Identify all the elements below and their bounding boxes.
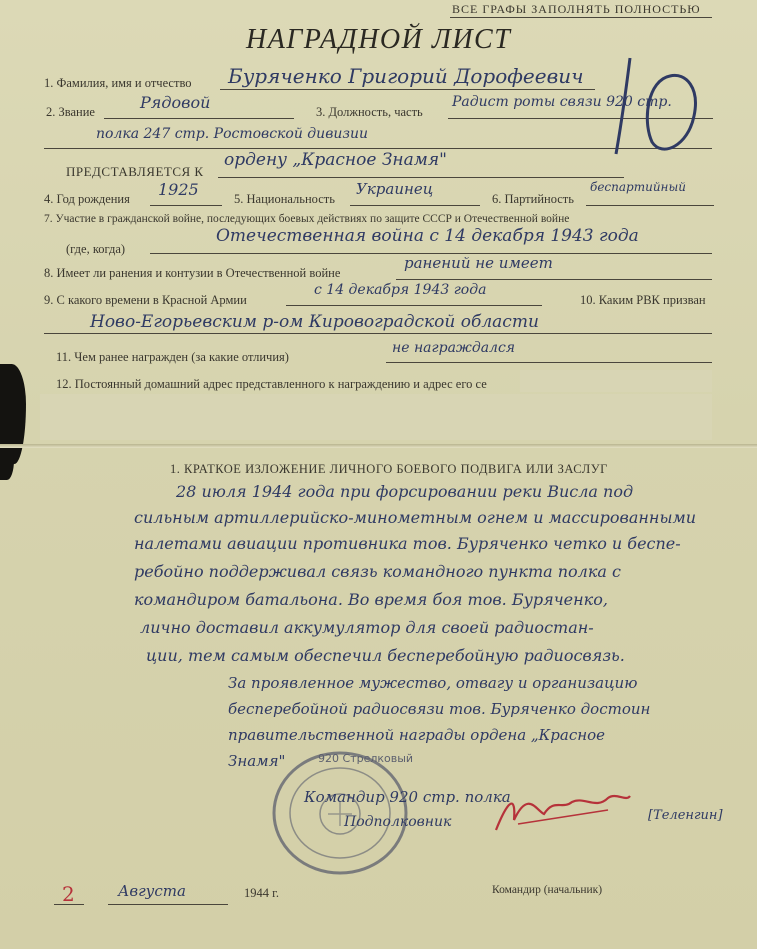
feat-line-5: командиром батальона. Во время боя тов. Буряченко, [134, 590, 608, 609]
feat-line-4: ребойно поддерживал связь командного пункта полка с [134, 562, 621, 581]
field-6-line [586, 205, 714, 206]
date-day-line [54, 904, 84, 905]
field-11-label: 11. Чем ранее награжден (за какие отличия) [56, 350, 289, 364]
feat-line-3: налетами авиации противника тов. Буряченко четко и беспе- [134, 534, 681, 553]
field-1-line [220, 89, 595, 90]
field-8-line [396, 279, 712, 280]
signature-name: [Теленгин] [648, 808, 723, 823]
redacted-area [40, 394, 712, 440]
presented-line [218, 177, 624, 178]
commander-caption: Командир (начальник) [492, 884, 603, 896]
field-2-line [104, 118, 294, 119]
feat-line-7: ции, тем самым обеспечил бесперебойную радиосвязь. [146, 646, 625, 665]
field-6-label: 6. Партийность [492, 192, 574, 206]
field-10-label: 10. Каким РВК призван [580, 293, 706, 307]
redacted-area-top [520, 370, 712, 392]
field-6-value: беспартийный [590, 180, 686, 194]
field-3-value-cont: полка 247 стр. Ростовской дивизии [96, 126, 369, 142]
field-4-label: 4. Год рождения [44, 192, 130, 206]
presented-value: ордену „Красное Знамя" [224, 150, 447, 170]
field-10-line [44, 333, 712, 334]
feat-line-6: лично доставил аккумулятор для своей радиостан- [140, 618, 594, 637]
feat-line-2: сильным артиллерийско-минометным огнем и массированными [134, 508, 697, 527]
header-note: ВСЕ ГРАФЫ ЗАПОЛНЯТЬ ПОЛНОСТЬЮ [452, 2, 701, 16]
field-2-value: Рядовой [140, 93, 211, 112]
field-9-label: 9. С какого времени в Красной Армии [44, 293, 247, 307]
field-1-value: Буряченко Григорий Дорофеевич [228, 64, 584, 88]
presented-label: ПРЕДСТАВЛЯЕТСЯ К [66, 164, 204, 179]
field-11-line [386, 362, 712, 363]
feat-heading: 1. КРАТКОЕ ИЗЛОЖЕНИЕ ЛИЧНОГО БОЕВОГО ПОДВИГА ИЛИ ЗАСЛУГ [170, 462, 608, 476]
fold-crease [0, 444, 757, 448]
feat-line-10: правительственной награды ордена „Красное [228, 726, 606, 744]
date-day: 2 [62, 882, 75, 906]
field-7-value: Отечественная война с 14 декабря 1943 года [216, 226, 639, 246]
date-month: Августа [118, 882, 186, 900]
field-1-label: 1. Фамилия, имя и отчество [44, 76, 192, 90]
feat-line-11: Знамя" [228, 752, 286, 770]
field-7-label-2: (где, когда) [66, 242, 126, 256]
field-3-label: 3. Должность, часть [316, 105, 423, 119]
feat-line-8: За проявленное мужество, отвагу и организацию [228, 674, 638, 692]
feat-line-9: бесперебойной радиосвязи тов. Буряченко достоин [228, 700, 651, 718]
field-2-label: 2. Звание [46, 105, 95, 119]
official-stamp [270, 748, 410, 878]
stamp-text: 920 Стрелковый [318, 752, 414, 765]
field-9-value: с 14 декабря 1943 года [314, 282, 487, 298]
field-5-value: Украинец [356, 180, 434, 198]
field-7-label: 7. Участие в гражданской войне, последующих боевых действиях по защите СССР и Отечественной войне [44, 213, 570, 225]
field-9-line [286, 305, 542, 306]
field-3-value: Радист роты связи 920 стр. [452, 94, 672, 110]
signature-commander-line: Командир 920 стр. полка [304, 788, 511, 806]
field-4-value: 1925 [158, 180, 199, 199]
field-5-label: 5. Национальность [234, 192, 335, 206]
field-12-label: 12. Постоянный домашний адрес представленного к награждению и адрес его се [56, 377, 487, 391]
field-11-value: не награждался [392, 340, 516, 356]
date-month-line [108, 904, 228, 905]
field-4-line [150, 205, 222, 206]
header-underline [450, 17, 712, 18]
field-5-line [350, 205, 480, 206]
feat-line-1: 28 июля 1944 года при форсировании реки Висла под [176, 482, 634, 501]
red-signature [488, 780, 638, 840]
document-title: НАГРАДНОЙ ЛИСТ [246, 24, 512, 55]
field-10-value: Ново-Егорьевским р-ом Кировоградской области [90, 312, 539, 332]
field-8-value: ранений не имеет [404, 254, 553, 272]
signature-rank: Подполковник [344, 814, 452, 830]
field-8-label: 8. Имеет ли ранения и контузии в Отечественной войне [44, 266, 341, 280]
date-year: 1944 г. [244, 886, 279, 900]
margin-number-mark [608, 50, 708, 160]
